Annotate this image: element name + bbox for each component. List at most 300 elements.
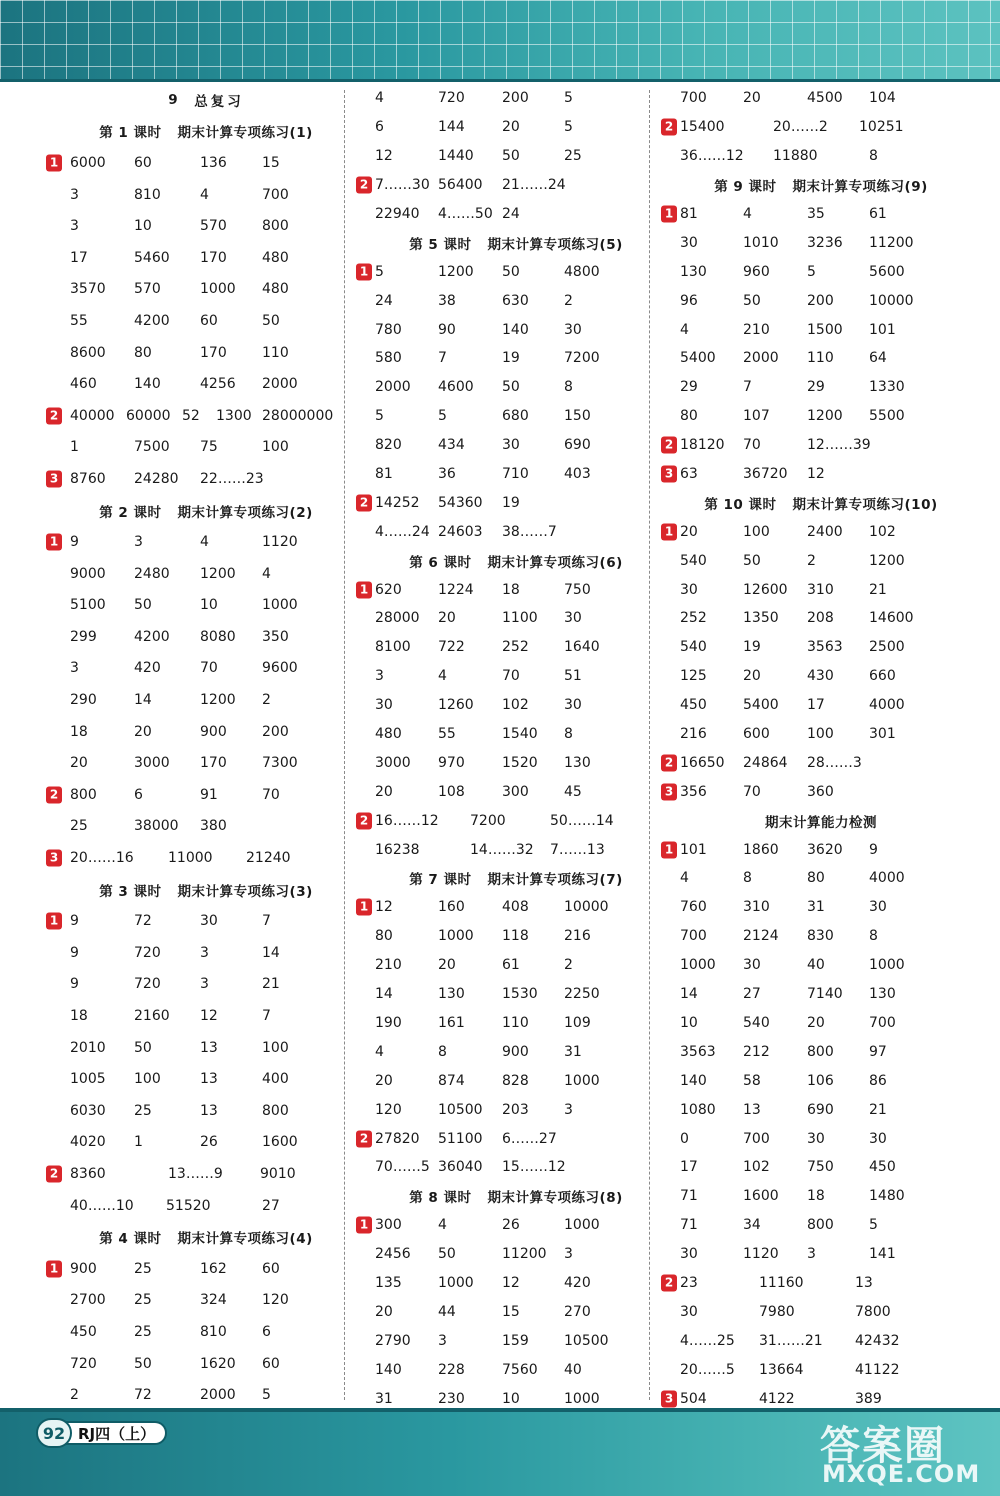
answer-value: 324 <box>200 1292 227 1309</box>
answer-row <box>655 84 987 113</box>
answer-value: 30 <box>200 913 218 930</box>
answer-row <box>350 1095 682 1124</box>
answer-value: 4 <box>200 534 209 551</box>
answer-row <box>40 368 372 400</box>
answer-value: 101 <box>680 841 707 858</box>
answer-value: 18120 <box>680 437 725 454</box>
answer-value: 72 <box>134 1387 152 1404</box>
answer-value: 820 <box>375 437 402 454</box>
answer-value: 3 <box>438 1332 447 1349</box>
answer-value: 10 <box>680 1014 698 1031</box>
answer-value: 13 <box>200 1071 218 1088</box>
answer-row <box>40 937 372 969</box>
watermark-logo <box>820 1414 1000 1492</box>
answer-value: 24280 <box>134 470 179 487</box>
answer-row <box>655 431 987 460</box>
answer-value: 403 <box>564 466 591 483</box>
answer-value: 21 <box>869 581 887 598</box>
answer-row <box>655 142 987 171</box>
answer-value: 1000 <box>564 1217 600 1234</box>
answer-value: 270 <box>564 1303 591 1320</box>
answer-value: 810 <box>134 186 161 203</box>
answer-value: 80 <box>375 928 393 945</box>
answer-row <box>350 1211 682 1240</box>
answer-value: 125 <box>680 668 707 685</box>
answer-value: 212 <box>743 1043 770 1060</box>
section-heading <box>350 1182 682 1211</box>
answer-value: 140 <box>502 321 529 338</box>
answer-value: 20……16 <box>70 850 134 867</box>
answer-value: 3 <box>375 668 384 685</box>
answer-row <box>655 748 987 777</box>
answer-value: 2250 <box>564 986 600 1003</box>
answer-row <box>655 1182 987 1211</box>
watermark-url: MXQE.COM <box>822 1460 981 1488</box>
answer-value: 1260 <box>438 697 474 714</box>
answer-value: 720 <box>70 1355 97 1372</box>
answer-value: 60 <box>262 1260 280 1277</box>
answer-value: 29 <box>807 379 825 396</box>
answer-value: 216 <box>564 928 591 945</box>
answer-value: 110 <box>807 350 834 367</box>
answer-value: 50 <box>262 312 280 329</box>
section-title: 期末计算专项练习(6) <box>487 554 623 571</box>
answer-value: 5500 <box>869 408 905 425</box>
question-number-badge: 1 <box>46 1260 62 1277</box>
answer-row <box>350 517 682 546</box>
answer-value: 86 <box>869 1072 887 1089</box>
answer-row <box>655 402 987 431</box>
answer-value: 11000 <box>168 850 213 867</box>
answer-value: 24864 <box>743 754 788 771</box>
answer-value: 120 <box>375 1101 402 1118</box>
answer-value: 40 <box>564 1361 582 1378</box>
answer-value: 30 <box>564 321 582 338</box>
section-heading <box>655 488 987 517</box>
answer-value: 51100 <box>438 1130 483 1147</box>
answer-value: 620 <box>375 581 402 598</box>
answer-value: 252 <box>680 610 707 627</box>
answer-value: 3236 <box>807 234 843 251</box>
answer-value: 7 <box>262 913 271 930</box>
answer-value: 31……21 <box>759 1332 823 1349</box>
answer-value: 21240 <box>246 850 291 867</box>
answer-value: 1350 <box>743 610 779 627</box>
answer-value: 722 <box>438 639 465 656</box>
answer-row <box>655 1009 987 1038</box>
answer-row <box>350 720 682 749</box>
answer-row <box>40 147 372 179</box>
answer-row <box>40 1379 372 1411</box>
answer-value: 28……3 <box>807 754 862 771</box>
answer-value: 5460 <box>134 249 170 266</box>
answer-value: 1500 <box>807 321 843 338</box>
answer-value: 10500 <box>564 1332 609 1349</box>
answer-value: 12 <box>807 466 825 483</box>
answer-value: 5 <box>375 408 384 425</box>
answer-column-2 <box>350 84 682 1407</box>
answer-value: 690 <box>564 437 591 454</box>
answer-value: 4200 <box>134 312 170 329</box>
answer-value: 20 <box>438 957 456 974</box>
answer-value: 14 <box>375 986 393 1003</box>
answer-value: 230 <box>438 1390 465 1407</box>
answer-value: 210 <box>375 957 402 974</box>
answer-value: 17 <box>680 1159 698 1176</box>
answer-value: 102 <box>502 697 529 714</box>
answer-value: 30 <box>680 234 698 251</box>
answer-value: 27820 <box>375 1130 420 1147</box>
answer-value: 6030 <box>70 1102 106 1119</box>
answer-row <box>350 1297 682 1326</box>
answer-value: 434 <box>438 437 465 454</box>
answer-value: 580 <box>375 350 402 367</box>
answer-row <box>655 200 987 229</box>
answer-value: 3 <box>200 976 209 993</box>
answer-value: 81 <box>680 206 698 222</box>
lesson-number: 第 10 课时 <box>704 496 777 513</box>
answer-value: 54360 <box>438 494 483 511</box>
question-number-badge: 2 <box>356 177 372 194</box>
answer-value: 1100 <box>502 610 538 627</box>
answer-value: 356 <box>680 783 707 800</box>
answer-row <box>350 1153 682 1182</box>
answer-value: 25 <box>134 1102 152 1119</box>
answer-value: 4800 <box>564 263 600 280</box>
answer-value: 5 <box>375 263 384 280</box>
answer-value: 8100 <box>375 639 411 656</box>
answer-value: 22940 <box>375 206 420 222</box>
answer-value: 690 <box>807 1101 834 1118</box>
answer-value: 200 <box>262 723 289 740</box>
answer-value: 102 <box>743 1159 770 1176</box>
answer-value: 460 <box>70 376 97 393</box>
answer-value: 4 <box>438 668 447 685</box>
answer-value: 63 <box>680 466 698 483</box>
answer-value: 55 <box>70 312 88 329</box>
answer-value: 30 <box>502 437 520 454</box>
answer-value: 56400 <box>438 177 483 194</box>
answer-value: 1000 <box>869 957 905 974</box>
answer-value: 50 <box>743 292 761 309</box>
answer-value: 1640 <box>564 639 600 656</box>
section-heading <box>40 1221 372 1253</box>
answer-value: 4 <box>375 90 384 107</box>
answer-value: 136 <box>200 154 227 171</box>
answer-value: 16238 <box>375 841 420 858</box>
answer-value: 900 <box>200 723 227 740</box>
answer-value: 680 <box>502 408 529 425</box>
answer-value: 12 <box>375 148 393 165</box>
answer-value: 360 <box>807 783 834 800</box>
answer-row <box>350 980 682 1009</box>
answer-value: 5400 <box>680 350 716 367</box>
answer-value: 970 <box>438 754 465 771</box>
answer-value: 21 <box>262 976 280 993</box>
answer-value: 1200 <box>200 565 236 582</box>
answer-row <box>350 806 682 835</box>
answer-value: 2700 <box>70 1292 106 1309</box>
answer-value: 71 <box>680 1217 698 1234</box>
section-title: 期末计算能力检测 <box>765 814 877 831</box>
answer-value: 55 <box>438 726 456 743</box>
answer-value: 9 <box>70 944 79 961</box>
answer-value: 800 <box>807 1217 834 1234</box>
answer-value: 15 <box>502 1303 520 1320</box>
answer-row <box>40 305 372 337</box>
answer-value: 874 <box>438 1072 465 1089</box>
answer-value: 108 <box>438 783 465 800</box>
answer-value: 20 <box>743 668 761 685</box>
answer-value: 141 <box>869 1246 896 1263</box>
answer-value: 900 <box>502 1043 529 1060</box>
answer-value: 14 <box>680 986 698 1003</box>
answer-value: 20 <box>375 1072 393 1089</box>
answer-value: 2000 <box>200 1387 236 1404</box>
answer-value: 1000 <box>438 1274 474 1291</box>
answer-value: 10 <box>134 218 152 235</box>
answer-value: 16650 <box>680 754 725 771</box>
answer-row <box>655 835 987 864</box>
answer-row <box>655 1211 987 1240</box>
answer-value: 70 <box>262 786 280 803</box>
answer-row <box>350 200 682 229</box>
answer-row <box>350 113 682 142</box>
page-tab <box>36 1418 167 1448</box>
answer-value: 4200 <box>134 628 170 645</box>
answer-value: 700 <box>743 1130 770 1147</box>
answer-value: 1200 <box>438 263 474 280</box>
question-number-badge: 2 <box>46 1165 62 1182</box>
answer-value: 20 <box>743 90 761 107</box>
answer-row <box>350 922 682 951</box>
answer-row <box>655 1153 987 1182</box>
answer-value: 700 <box>680 928 707 945</box>
answer-value: 3000 <box>134 755 170 772</box>
answer-value: 6000 <box>70 154 106 171</box>
answer-value: 27 <box>262 1197 280 1214</box>
answer-value: 7140 <box>807 986 843 1003</box>
answer-value: 2 <box>70 1387 79 1404</box>
answer-value: 41122 <box>855 1361 900 1378</box>
answer-row <box>655 1355 987 1384</box>
answer-value: 60 <box>134 154 152 171</box>
answer-value: 19 <box>502 350 520 367</box>
answer-value: 450 <box>70 1323 97 1340</box>
answer-value: 160 <box>438 899 465 916</box>
answer-value: 301 <box>869 726 896 743</box>
answer-row <box>40 1127 372 1159</box>
answer-row <box>655 864 987 893</box>
answer-value: 12 <box>502 1274 520 1291</box>
answer-value: 42432 <box>855 1332 900 1349</box>
answer-value: 72 <box>134 913 152 930</box>
answer-value: 7 <box>743 379 752 396</box>
answer-value: 450 <box>680 697 707 714</box>
answer-row <box>350 373 682 402</box>
answer-row <box>655 373 987 402</box>
answer-value: 900 <box>70 1260 97 1277</box>
answer-value: 140 <box>134 376 161 393</box>
answer-value: 5600 <box>869 263 905 280</box>
answer-value: 10500 <box>438 1101 483 1118</box>
answer-value: 200 <box>807 292 834 309</box>
answer-row <box>350 951 682 980</box>
answer-value: 1224 <box>438 581 474 598</box>
answer-value: 18 <box>70 1008 88 1025</box>
answer-value: 7980 <box>759 1303 795 1320</box>
answer-value: 25 <box>70 818 88 835</box>
answer-value: 1000 <box>262 597 298 614</box>
answer-value: 20 <box>502 119 520 136</box>
answer-value: 6 <box>262 1323 271 1340</box>
answer-value: 30 <box>680 581 698 598</box>
answer-value: 150 <box>564 408 591 425</box>
answer-row <box>350 257 682 286</box>
answer-value: 23 <box>680 1274 698 1291</box>
answer-row <box>350 691 682 720</box>
answer-value: 14 <box>134 692 152 709</box>
answer-column-1 <box>40 84 372 1404</box>
answer-row <box>655 257 987 286</box>
answer-value: 10251 <box>859 119 904 136</box>
lesson-number: 第 9 课时 <box>714 179 777 196</box>
answer-row <box>655 720 987 749</box>
answer-value: 2000 <box>743 350 779 367</box>
column-divider <box>649 90 650 1400</box>
answer-value: 34 <box>743 1217 761 1234</box>
answer-row <box>655 1037 987 1066</box>
answer-value: 14 <box>262 944 280 961</box>
answer-row <box>350 633 682 662</box>
answer-row <box>655 228 987 257</box>
answer-value: 1080 <box>680 1101 716 1118</box>
question-number-badge: 3 <box>661 1390 677 1407</box>
answer-value: 216 <box>680 726 707 743</box>
answer-value: 50 <box>134 1355 152 1372</box>
answer-value: 110 <box>262 344 289 361</box>
answer-value: 1010 <box>743 234 779 251</box>
answer-value: 1440 <box>438 148 474 165</box>
answer-value: 20 <box>438 610 456 627</box>
answer-value: 9600 <box>262 660 298 677</box>
answer-value: 104 <box>869 90 896 107</box>
section-title: 期末计算专项练习(2) <box>177 504 313 521</box>
answer-row <box>655 1095 987 1124</box>
lesson-number: 第 4 课时 <box>99 1231 162 1248</box>
answer-value: 4122 <box>759 1390 795 1407</box>
answer-value: 4……24 <box>375 523 430 540</box>
answer-value: 30 <box>869 1130 887 1147</box>
answer-value: 100 <box>262 1039 289 1056</box>
answer-value: 130 <box>438 986 465 1003</box>
answer-value: 97 <box>869 1043 887 1060</box>
answer-value: 1620 <box>200 1355 236 1372</box>
question-number-badge: 2 <box>46 407 62 424</box>
answer-value: 70 <box>743 783 761 800</box>
answer-value: 161 <box>438 1014 465 1031</box>
question-number-badge: 1 <box>46 913 62 930</box>
answer-value: 400 <box>262 1071 289 1088</box>
question-number-badge: 1 <box>661 523 677 540</box>
question-number-badge: 2 <box>661 1274 677 1291</box>
answer-value: 5 <box>564 90 573 107</box>
answer-row <box>350 1037 682 1066</box>
page-number: 92 <box>36 1418 72 1448</box>
answer-row <box>40 969 372 1001</box>
answer-value: 13 <box>200 1039 218 1056</box>
answer-row <box>40 842 372 874</box>
answer-value: 2160 <box>134 1008 170 1025</box>
answer-value: 11200 <box>869 234 914 251</box>
answer-value: 70 <box>502 668 520 685</box>
answer-row <box>350 1066 682 1095</box>
answer-value: 31 <box>807 899 825 916</box>
answer-value: 24603 <box>438 523 483 540</box>
answer-value: 6……27 <box>502 1130 557 1147</box>
answer-row <box>655 922 987 951</box>
answer-value: 100 <box>262 439 289 456</box>
answer-value: 8 <box>869 928 878 945</box>
answer-value: 11200 <box>502 1246 547 1263</box>
answer-value: 7 <box>438 350 447 367</box>
answer-value: 4 <box>680 321 689 338</box>
answer-value: 800 <box>262 1102 289 1119</box>
answer-value: 5 <box>262 1387 271 1404</box>
watermark-text: 答案圈 <box>820 1423 946 1469</box>
section-title: 期末计算专项练习(10) <box>792 496 938 513</box>
answer-value: 210 <box>743 321 770 338</box>
lesson-number: 第 6 课时 <box>409 554 472 571</box>
answer-value: 9 <box>70 913 79 930</box>
answer-value: 100 <box>134 1071 161 1088</box>
answer-value: 7500 <box>134 439 170 456</box>
answer-value: 40……10 <box>70 1197 134 1214</box>
answer-value: 1860 <box>743 841 779 858</box>
answer-value: 350 <box>262 628 289 645</box>
answer-row <box>655 662 987 691</box>
answer-value: 38 <box>438 292 456 309</box>
answer-value: 3563 <box>680 1043 716 1060</box>
answer-value: 20 <box>375 1303 393 1320</box>
answer-value: 1 <box>134 1134 143 1151</box>
answer-value: 504 <box>680 1390 707 1407</box>
answer-row <box>40 242 372 274</box>
answer-value: 1005 <box>70 1071 106 1088</box>
answer-value: 810 <box>200 1323 227 1340</box>
answer-value: 2480 <box>134 565 170 582</box>
answer-value: 80 <box>807 870 825 887</box>
column-divider <box>344 90 345 1400</box>
answer-value: 100 <box>743 523 770 540</box>
answer-value: 17 <box>70 249 88 266</box>
answer-value: 25 <box>564 148 582 165</box>
answer-row <box>655 1326 987 1355</box>
answer-value: 80 <box>134 344 152 361</box>
answer-value: 252 <box>502 639 529 656</box>
answer-value: 50 <box>743 552 761 569</box>
question-number-badge: 2 <box>661 437 677 454</box>
answer-value: 58 <box>743 1072 761 1089</box>
answer-column-3 <box>655 84 987 1407</box>
answer-value: 26 <box>200 1134 218 1151</box>
answer-value: 4 <box>680 870 689 887</box>
answer-row <box>655 980 987 1009</box>
answer-row <box>655 1066 987 1095</box>
answer-value: 102 <box>869 523 896 540</box>
answer-value: 4000 <box>869 697 905 714</box>
answer-value: 9010 <box>260 1165 296 1182</box>
